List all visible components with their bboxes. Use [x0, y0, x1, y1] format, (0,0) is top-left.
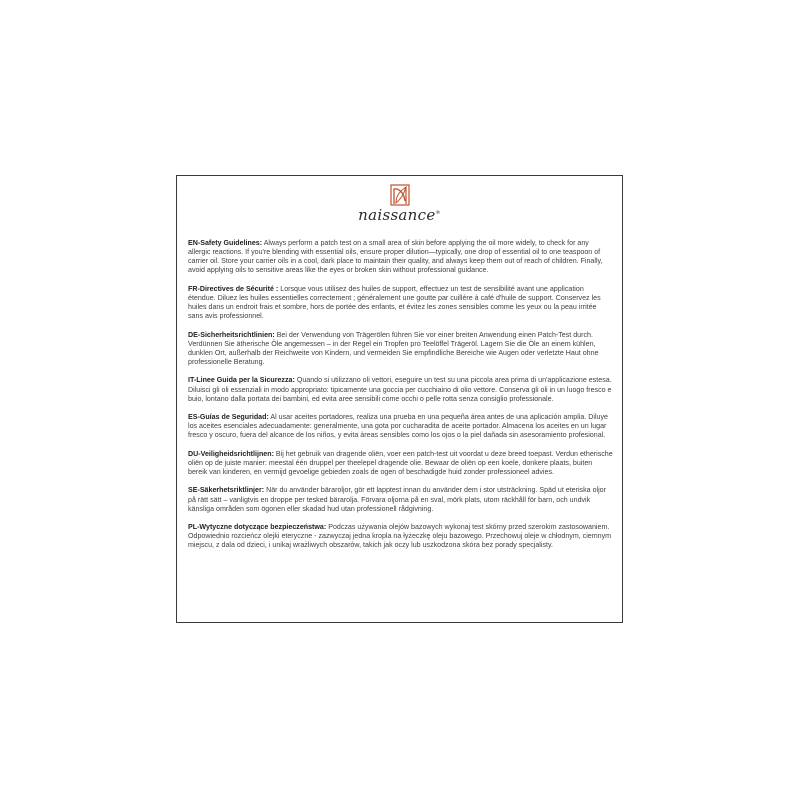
section-body: Podczas używania olejów bazowych wykonaj test skórny przed szerokim zastosowaniem. Odpowiednio rozcieńcz olejki eteryczne - zazwyczaj jedna kropla na łyżeczkę oleju bazowego. Przechowuj oleje w chłodnym, ciemnym miejscu, z dala od dzieci, i unikaj wrażliwych obszarów, takich jak oczy lub uszkodzona skóra bez porady specjalisty. [188, 523, 612, 550]
section-heading: ES-Guías de Seguridad: [188, 413, 269, 422]
section-body: Lorsque vous utilisez des huiles de support, effectuez un test de sensibilité avant une application étendue. Diluez les huiles essentielles correctement ; généralement une goutte par cuillère à café d'huile de support. Conservez les huiles dans un endroit frais et sombre, hors de portée des enfants, et évitez les zones sensibles comme les yeux ou la peau irritée sans avis professionnel. [188, 284, 601, 321]
section-body: När du använder bäraroljor, gör ett lapptest innan du använder dem i stor utsträckning. Späd ut eteriska oljor på rätt sätt – vanligtvis en droppe per tesked bärarolja. Förvara oljorna på en sval, mörk plats, utom räckhåll för barn, och undvik känsliga områden som ögonen eller skadad hud utan professionell rådgivning. [188, 486, 606, 513]
safety-label-card [176, 175, 623, 623]
brand-logo [177, 184, 622, 224]
section-body: Bij het gebruik van dragende oliën, voer een patch-test uit voordat u deze breed toepast. Verdun etherische oliën op de juiste manier: meestal één druppel per theelepel dragende olie. Bewaar de oliën op een koele, donkere plaats, buiten bereik van kinderen, en vermijd gevoelige gebieden zoals de ogen of beschadigde huid zonder professioneel advies. [188, 449, 613, 477]
section-heading: DE-Sicherheitsrichtlinien: [188, 330, 275, 339]
section-heading: SE-Säkerhetsriktlinjer: [188, 486, 265, 495]
section-heading: EN-Safety Guidelines: [188, 239, 263, 247]
section-heading: FR-Directives de Sécurité : [188, 284, 279, 293]
section-body: Quando si utilizzano oli vettori, eseguire un test su una piccola area prima di un'applicazione estesa. Diluisci gli oli essenziali in modo appropriato: tipicamente una goccia per cucchiaino di olio vettore. Conserva gli oli in un luogo fresco e buio, lontano dalla portata dei bambini, ed evita aree sensibili come occhi o pelle rotta senza consiglio professionale. [188, 376, 612, 403]
section-pl [188, 523, 613, 550]
leaf-logo-icon [390, 184, 410, 206]
section-body: Al usar aceites portadores, realiza una prueba en una pequeña área antes de una aplicación amplia. Diluye los aceites esenciales adecuadamente: generalmente, una gota por cucharadita de aceite portador. Almacena los aceites en un lugar fresco y oscuro, fuera del alcance de los niños, y evita áreas sensibles como los ojos o la piel dañada sin asesoramiento profesional. [188, 413, 608, 440]
section-es [188, 413, 613, 440]
section-heading: DU-Veiligheidsrichtlijnen: [188, 449, 274, 458]
section-se [188, 486, 613, 513]
section-de [188, 331, 613, 368]
section-fr [188, 285, 613, 322]
brand-wordmark: naissance® [358, 206, 441, 224]
section-body: Always perform a patch test on a small area of skin before applying the oil more widely, to check for any allergic reactions. If you're blending with essential oils, ensure proper dilution—typically, one drop of essential oil to one teaspoon of carrier oil. Store your carrier oils in a cool, dark place to maintain their quality, and always keep them out of reach of children. Finally, avoid applying oils to sensitive areas like the eyes or broken skin without professional guidance. [188, 239, 603, 275]
guidelines-text [188, 239, 613, 560]
section-en [188, 239, 613, 276]
section-it [188, 376, 613, 403]
section-heading: PL-Wytyczne dotyczące bezpieczeństwa: [188, 523, 327, 532]
section-du [188, 450, 613, 477]
section-heading: IT-Linee Guida per la Sicurezza: [188, 376, 295, 385]
section-body: Bei der Verwendung von Trägerölen führen Sie vor einer breiten Anwendung einen Patch-Test durch. Verdünnen Sie ätherische Öle angemessen – in der Regel ein Tropfen pro Teelöffel Trägeröl. Lagern Sie die Öle an einem kühlen, dunklen Ort, außerhalb der Reichweite von Kindern, und vermeiden Sie empfindliche Bereiche wie Augen oder verletzte Haut ohne professionelle Beratung. [188, 330, 599, 367]
